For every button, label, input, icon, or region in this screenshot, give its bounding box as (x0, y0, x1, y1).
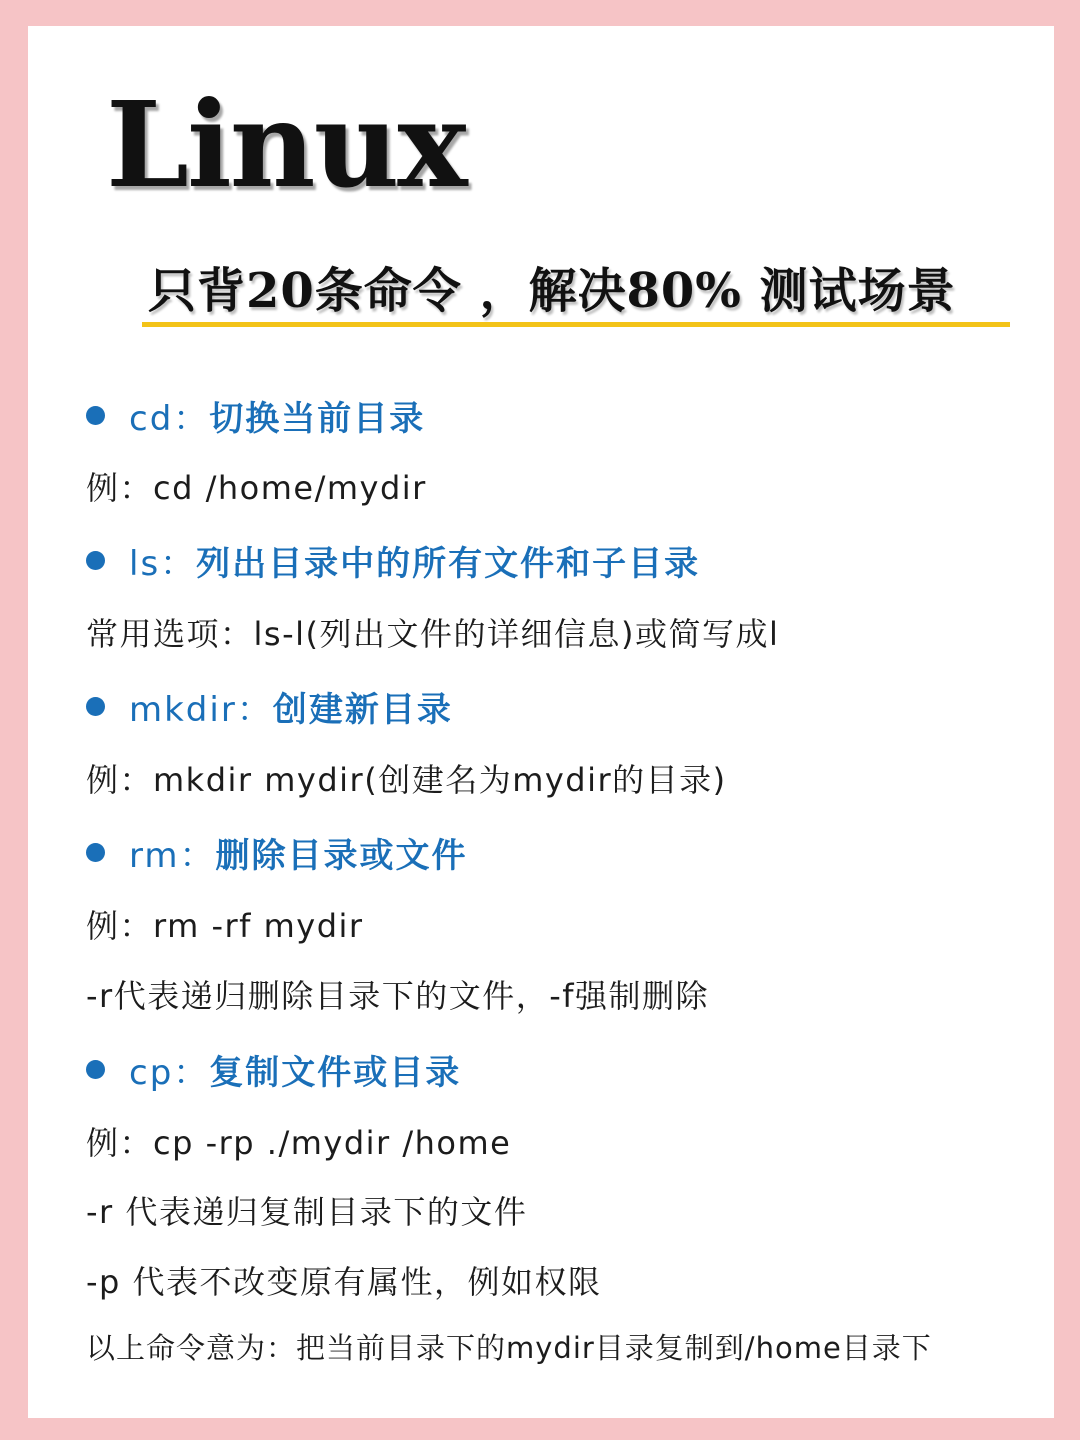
section-heading-rm (86, 828, 468, 877)
note-line: -r代表递归删除目录下的文件，-f强制删除 (86, 977, 710, 1015)
command-description: 删除目录或文件 (215, 836, 468, 876)
page-title: Linux (106, 75, 466, 214)
example-line: 例：cp -rp ./mydir /home (86, 1124, 512, 1162)
section-heading-cd (86, 391, 425, 440)
section-heading-ls (86, 536, 700, 585)
page-subtitle: 只背20条命令 ，解决80% 测试场景 (148, 263, 956, 319)
section-heading-mkdir (86, 682, 453, 731)
command-description: 切换当前目录 (209, 399, 426, 439)
example-line: 例：rm -rf mydir (86, 907, 364, 945)
note-line: -r 代表递归复制目录下的文件 (86, 1193, 528, 1231)
example-line: 例：cd /home/mydir (86, 469, 427, 507)
bullet-icon (86, 551, 105, 570)
command-name: cd： (129, 399, 210, 439)
section-heading-cp (86, 1045, 461, 1094)
command-name: rm： (129, 836, 216, 876)
content-card (28, 26, 1054, 1418)
command-name: mkdir： (129, 690, 273, 730)
command-name: ls： (129, 544, 197, 584)
bullet-icon (86, 1060, 105, 1079)
example-line: 常用选项：ls-l(列出文件的详细信息)或简写成l (86, 615, 780, 653)
command-description: 复制文件或目录 (209, 1053, 462, 1093)
bullet-icon (86, 843, 105, 862)
example-line: 例：mkdir mydir(创建名为mydir的目录) (86, 761, 727, 799)
command-name: cp： (129, 1053, 210, 1093)
bullet-icon (86, 406, 105, 425)
command-description: 列出目录中的所有文件和子目录 (196, 544, 701, 584)
note-line: -p 代表不改变原有属性，例如权限 (86, 1263, 602, 1301)
bullet-icon (86, 697, 105, 716)
command-description: 创建新目录 (272, 690, 453, 730)
subtitle-underline (142, 322, 1010, 327)
footer-note: 以上命令意为：把当前目录下的mydir目录复制到/home目录下 (86, 1331, 932, 1365)
